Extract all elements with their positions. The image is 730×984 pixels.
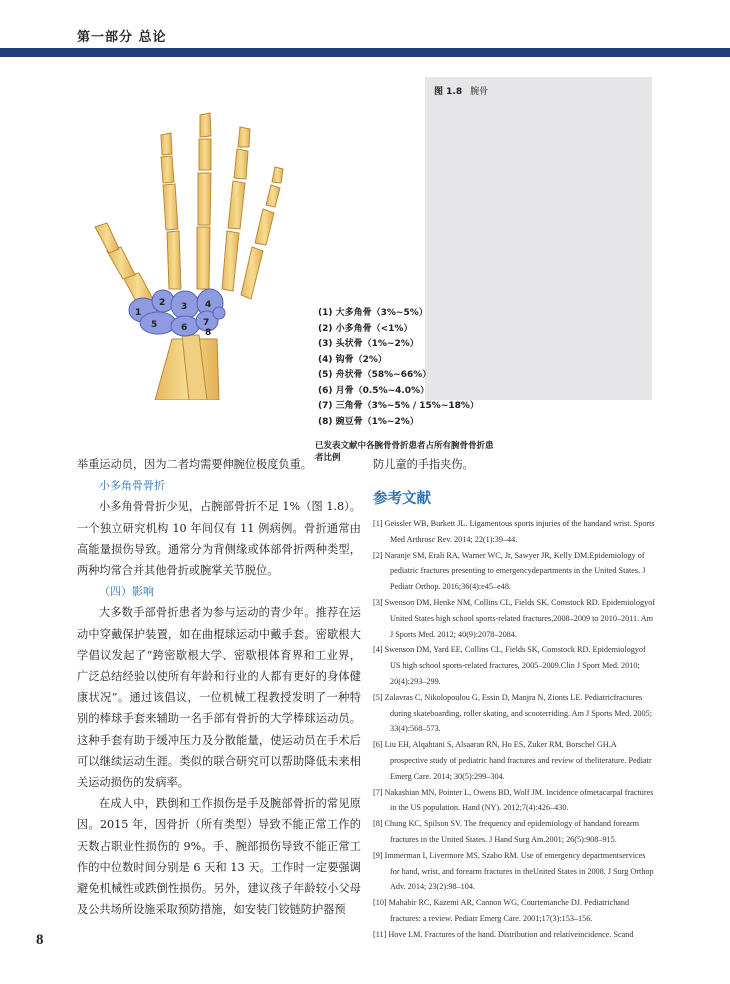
- figure-note: 已发表文献中各腕骨骨折患者占所有腕骨骨折患者比例: [315, 441, 494, 463]
- legend-item: (6) 月骨（0.5%~4.0%）: [318, 385, 430, 396]
- paragraph: 大多数手部骨折患者为参与运动的青少年。推荐在运动中穿戴保护装置，如在曲棍球运动中戴手套。密歇根大学倡议发起了“跨密歇根大学、密歇根体育界和工业界，广泛总结经验以使所有年龄和行业的人都有更好的身体健康状况”。通过该倡议，一位机械工程教授发明了一种特别的棒球手套来辅助一名手部有骨折的大学棒球运动员。这种手套有助于缓冲压力及分散能量，使运动员在手术后可以继续运动生涯。类似的联合研究可以帮助降低未来相关运动损伤的发病率。: [77, 606, 361, 790]
- carpal-label-2: 2: [159, 298, 166, 308]
- legend-item: (5) 舟状骨（58%~66%）: [318, 370, 432, 380]
- reference-item: [2] Naranje SM, Erali RA, Warner WC, Jr, Sawyer JR, Kelly DM.Epidemiology of pediatric fractures presenting to emergencydepartments in the United States. J Pediatr Orthop. 2016;36(4):e45–e48.: [373, 550, 646, 592]
- legend-item: (7) 三角骨（3%~5% / 15%~18%）: [318, 401, 479, 411]
- legend-item: (4) 钩骨（2%）: [318, 354, 387, 365]
- paragraph: 举重运动员，因为二者均需要伸腕位极度负重。: [77, 458, 312, 471]
- running-header: 第一部分 总论: [77, 30, 167, 45]
- figure-legend: [318, 306, 479, 430]
- reference-item: [3] Swenson DM, Henke NM, Collins CL, Fields SK, Comstock RD. Epidemiologyof United States high school sports-related fractures,2008–2009 to 2010–2011. Am J Sports Med. 2012; 40(9):2078–2084.: [373, 597, 656, 639]
- section-heading: 小多角骨骨折: [99, 479, 165, 493]
- paragraph: 小多角骨骨折少见，占腕部骨折不足 1%（图 1.8）。一个独立研究机构 10 年间仅有 11 例病例。骨折通常由高能量损伤导致。通常分为背侧缘或体部骨折两种类型，两种均常合并其他骨折或腕掌关节脱位。: [77, 500, 361, 578]
- page-number: 8: [36, 932, 44, 948]
- figure-number: 图 1.8: [434, 87, 463, 97]
- carpal-label-3: 3: [181, 302, 188, 312]
- header-bar: [0, 48, 730, 57]
- figure-title: 腕骨: [470, 87, 489, 97]
- reference-item: [9] Immerman I, Livermore MS, Szabo RM. Use of emergency departmentservices for hand, wrist, and forearm fractures in theUnited States in 2008. J Surg Orthop Adv. 2014; 23(2):98–104.: [373, 850, 654, 892]
- legend-item: (1) 大多角骨（3%~5%）: [318, 308, 428, 318]
- section-heading: （四）影响: [99, 585, 154, 599]
- carpal-label-5: 5: [151, 320, 158, 330]
- paragraph: 在成人中，跌倒和工作损伤是手及腕部骨折的常见原因。2015 年，因骨折（所有类型）导致不能正常工作的天数占职业性损伤的 9%。手、腕部损伤导致不能正常工作的中位数时间分别是 6 天和 13 天。工作时一定要强调避免机械性或跌倒性损伤。另外，建议孩子年龄较小父母及公共场所设施采取预防措施，如安装门铰链防护器预: [77, 797, 361, 917]
- reference-item: [8] Chung KC, Spilson SV. The frequency and epidemiology of handand forearm fractures in the United States. J Hand Surg Am.2001; 26(5):908–915.: [373, 819, 639, 844]
- carpal-label-4: 4: [205, 300, 212, 310]
- legend-item: (3) 头状骨（1%~2%）: [318, 339, 419, 349]
- carpal-label-7: 7: [203, 318, 210, 328]
- reference-list: [373, 516, 655, 943]
- reference-item: [11] Hove LM. Fractures of the hand. Distribution and relativeincidence. Scand: [373, 929, 634, 939]
- legend-item: (8) 豌豆骨（1%~2%）: [318, 416, 419, 427]
- reference-item: [10] Mahabir RC, Kazemi AR, Cannon WG, Courtemanche DJ. Pediatrichand fractures: a review. Pediatr Emerg Care. 2001;17(3):153–156.: [373, 898, 630, 923]
- reference-item: [7] Nakashian MN, Pointer L, Owens BD, Wolf JM. Incidence ofmetacarpal fractures in the US population. Hand (NY). 2012;7(4):426–430.: [373, 787, 654, 813]
- figure-caption: [434, 84, 488, 97]
- carpal-label-1: 1: [135, 308, 142, 318]
- figure-1-8: [77, 77, 652, 463]
- paragraph: 防儿童的手指夹伤。: [373, 458, 474, 471]
- carpal-label-8: 8: [205, 328, 212, 338]
- references-heading: 参考文献: [373, 491, 431, 507]
- legend-item: (2) 小多角骨（<1%）: [318, 323, 413, 334]
- right-column: [373, 454, 655, 943]
- left-column: [77, 454, 361, 920]
- reference-item: [5] Zalavras C, Nikolopoulou G, Essin D, Manjra N, Zionts LE. Pediatricfractures during skateboarding, roller skating, and scooterriding. Am J Sports Med. 2005; 33(4):568–573.: [373, 692, 652, 734]
- carpal-label-6: 6: [181, 323, 188, 333]
- reference-item: [6] Liu EH, Alqahtani S, Alsaaran RN, Ho ES, Zuker RM, Borschel GH.A prospective study of pediatric hand fractures and review of theliterature. Pediatr Emerg Care. 2014; 30(5):299–304.: [373, 740, 652, 781]
- reference-item: [1] Geissler WB, Burkett JL. Ligamentous sports injuries of the handand wrist. Sports Med Arthrosc Rev. 2014; 22(1):39–44.: [373, 519, 655, 544]
- reference-item: [4] Swenson DM, Yard EE, Collins CL, Fields SK, Comstock RD. Epidemiologyof US high school sports-related fractures, 2005–2009.Clin J Sport Med. 2010; 20(4):293–299.: [373, 645, 646, 686]
